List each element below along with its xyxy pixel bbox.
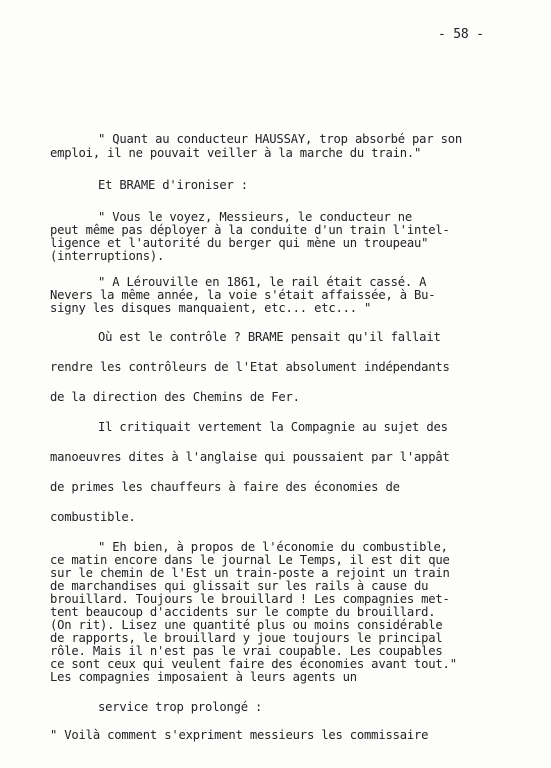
text-line: Où est le contrôle ? BRAME pensait qu'il fallait [98, 330, 441, 344]
text-line: " A Lérouville en 1861, le rail était cassé. A [98, 275, 427, 289]
text-line: combustible. [50, 510, 136, 524]
text-line: Nevers la même année, la voie s'était affaissée, à Bu- [50, 288, 436, 302]
text-line: tent beaucoup d'accidents sur le compte du brouillard. [50, 605, 436, 619]
text-line: brouillard. Toujours le brouillard ! Les compagnies met- [50, 592, 450, 606]
text-line: Il critiquait vertement la Compagnie au sujet des [98, 420, 448, 434]
text-line: de marchandises qui glissait sur les rails à cause du [50, 579, 429, 593]
page-number: - 58 - [438, 27, 484, 42]
text-line: ce sont ceux qui veulent faire des économies avant tout." [50, 657, 457, 671]
text-line: rôle. Mais il n'est pas le vrai coupable. Les coupables [50, 644, 443, 658]
text-line: de la direction des Chemins de Fer. [50, 390, 300, 404]
text-line: ligence et l'autorité du berger qui mène un troupeau" [50, 236, 429, 250]
text-line: " Voilà comment s'expriment messieurs les commissaire [50, 728, 429, 742]
text-line: de primes les chauffeurs à faire des économies de [50, 480, 400, 494]
text-line: de rapports, le brouillard y joue toujours le principal [50, 631, 443, 645]
text-line: ce matin encore dans le journal Le Temps, il est dit que [50, 553, 450, 567]
text-line: peut même pas déployer à la conduite d'un train l'intel- [50, 223, 450, 237]
text-line: (On rit). Lisez une quantité plus ou moins considérable [50, 618, 443, 632]
text-line: " Vous le voyez, Messieurs, le conducteur ne [98, 210, 413, 224]
text-line: Et BRAME d'ironiser : [98, 178, 248, 192]
text-line: " Quant au conducteur HAUSSAY, trop absorbé par son [98, 132, 463, 146]
text-line: service trop prolongé : [98, 700, 263, 714]
text-line: (interruptions). [50, 249, 165, 263]
text-line: signy les disques manquaient, etc... etc... " [50, 301, 372, 315]
text-line: " Eh bien, à propos de l'économie du combustible, [98, 540, 448, 554]
text-line: Les compagnies imposaient à leurs agents un [50, 670, 357, 684]
text-line: sur le chemin de l'Est un train-poste a rejoint un train [50, 566, 450, 580]
text-line: manoeuvres dites à l'anglaise qui poussaient par l'appât [50, 450, 450, 464]
text-line: emploi, il ne pouvait veiller à la marche du train." [50, 146, 422, 160]
text-line: rendre les contrôleurs de l'Etat absolument indépendants [50, 360, 450, 374]
